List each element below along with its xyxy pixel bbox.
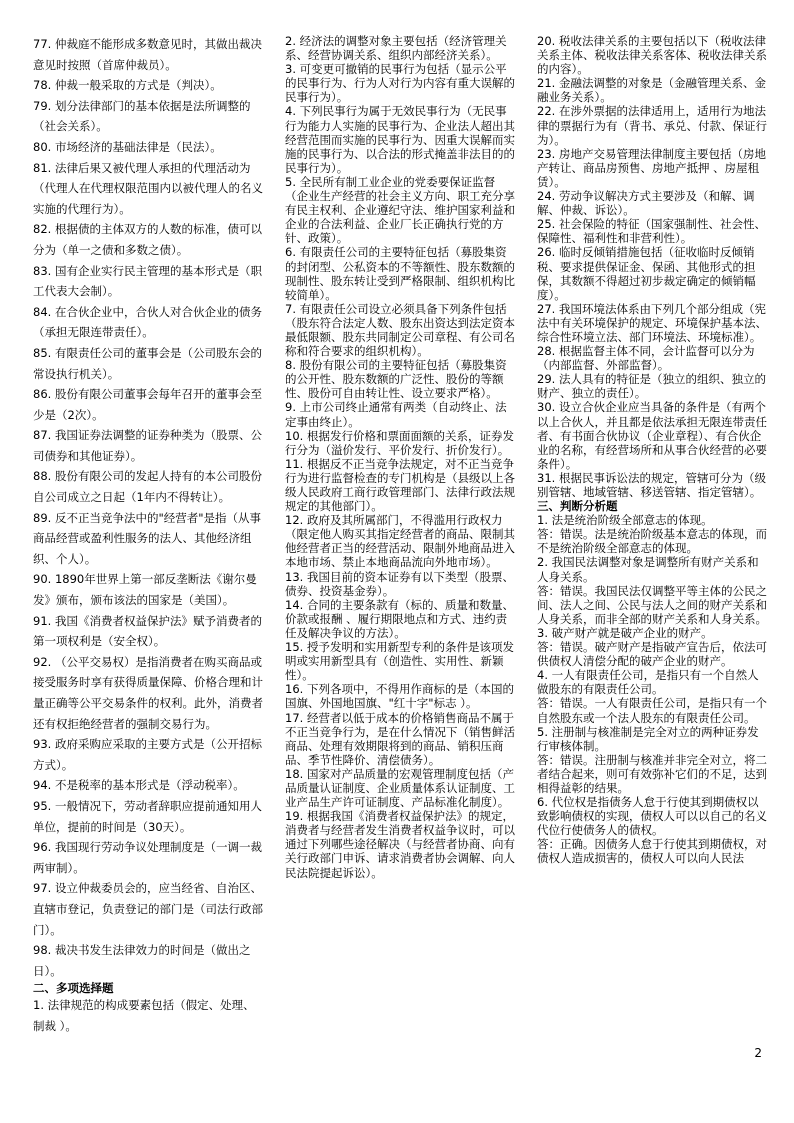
list-item: 答：错误。一人有限责任公司，是指只有一个自然股东或一个法人股东的有限责任公司。: [537, 696, 767, 725]
list-item: 92. （公平交易权）是指消费者在购买商品或接受服务时享有获得质量保障、价格合理和计量正确等公平交易条件的权利。此外，消费者还有权拒绝经营者的强制交易行为。: [33, 654, 263, 731]
list-item: 20. 税收法律关系的主要包括以下（税收法律关系主体、税收法律关系客体、税收法律关系的内容）。: [537, 34, 767, 77]
list-item: 91. 我国《消费者权益保护法》赋予消费者的第一项权利是（安全权）。: [33, 613, 262, 649]
list-item: 6. 代位权是指债务人怠于行使其到期债权以致影响债权的实现，债权人可以以自己的名义代位行使债务人的债权。: [537, 795, 767, 838]
list-item: 答：错误。破产财产是指破产宣告后，依法可供债权人清偿分配的破产企业的财产。: [537, 640, 767, 669]
list-item: 3. 可变更可撤销的民事行为包括（显示公平的民事行为、行为人对行为内容有重大误解的民事行为）。: [285, 62, 515, 105]
list-item: 28. 根据监督主体不同，会计监督可以分为（内部监督、外部监督）。: [537, 344, 755, 373]
list-item: 31. 根据民事诉讼法的规定，管辖可分为（级别管辖、地域管辖、移送管辖、指定管辖）。: [537, 470, 766, 499]
list-item: 5. 注册制与核准制是完全对立的两种证券发行审核体制。: [537, 724, 759, 753]
list-item: 4. 下列民事行为属于无效民事行为（无民事行为能力人实施的民事行为、企业法人超出其经营范围而实施的民事行为、因重大误解而实施的民事行为、以合法的形式掩盖非法目的的民事行为）。: [285, 104, 515, 175]
list-item: 83. 国有企业实行民主管理的基本形式是（职工代表大会制）。: [33, 263, 262, 299]
list-item: 10. 根据发行价格和票面面额的关系，证券发行分为（溢价发行、平价发行、折价发行）。: [285, 428, 514, 457]
list-item: 4. 一人有限责任公司，是指只有一个自然人做股东的有限责任公司。: [537, 668, 759, 697]
list-item: 82. 根据债的主体双方的人数的标准，债可以分为（单一之债和多数之债）。: [33, 222, 262, 257]
list-item: 88. 股份有限公司的发起人持有的本公司股份自公司成立之日起（1年内不得转让）。: [33, 469, 262, 505]
list-item: 17. 经营者以低于成本的价格销售商品不属于不正当竞争行为，是在什么情况下（销售鲜活商品、处理有效期限将到的商品、销积压商品、季节性降价、清偿债务）。: [285, 710, 515, 767]
list-item: 2. 经济法的调整对象主要包括（经济管理关系、经营协调关系、组织内部经济关系）。: [285, 34, 507, 63]
list-item: 86. 股份有限公司董事会每年召开的董事会至少是（2次）。: [33, 387, 262, 422]
list-item: 80. 市场经济的基础法律是（民法）。: [33, 139, 222, 154]
list-item: 1. 法是统治阶级全部意志的体现。: [537, 513, 713, 528]
list-item: 1. 法律规范的构成要素包括（假定、处理、制裁 ）。: [33, 998, 255, 1033]
list-item: 3. 破产财产就是破产企业的财产。: [537, 625, 713, 640]
list-item: 19. 根据我国《消费者权益保护法》的规定，消费者与经营者发生消费者权益争议时，可以通过下列哪些途径解决（与经营者协商、向有关行政部门申诉、请求消费者协会调解、向人民法院提起诉讼）。: [285, 809, 515, 880]
list-item: 答：错误。法是统治阶级基本意志的体现，而不是统治阶级全部意志的体现。: [537, 527, 767, 556]
list-item: 95. 一般情况下，劳动者辞职应提前通知用人单位，提前的时间是（30天）。: [33, 798, 262, 834]
list-item: 90. 1890年世界上第一部反垄断法《谢尔曼发》颁布，颁布该法的国家是（美国）。: [33, 572, 257, 608]
list-item: 27. 我国环境法体系由下列几个部分组成（宪法中有关环境保护的规定、环境保护基本法、综合性环境立法、部门环境法、环境标准）。: [537, 301, 767, 344]
list-item: 21. 金融法调整的对象是（金融管理关系、金融业务关系）。: [537, 76, 766, 105]
list-item: 14. 合同的主要条款有（标的、质量和数量、价款或报酬 、履行期限地点和方式、违约责任及解决争议的方法）。: [285, 597, 514, 640]
list-item: 16. 下列各项中，不得用作商标的是（本国的国旗、外国地国旗、"红十字"标志 ）。: [285, 682, 514, 711]
list-item: 97. 设立仲裁委员会的，应当经省、自治区、直辖市登记，负责登记的部门是（司法行政部门）。: [33, 881, 263, 937]
list-item: 93. 政府采购应采取的主要方式是（公开招标方式）。: [33, 737, 262, 772]
list-item: 78. 仲裁一般采取的方式是（判决）。: [33, 78, 222, 93]
list-item: 85. 有限责任公司的董事会是（公司股东会的常设执行机关）。: [33, 345, 262, 381]
list-item: 11. 根据反不正当竞争法规定，对不正当竞争行为进行监督检查的专门机构是（县级以上各级人民政府工商行政管理部门、法律行政法规规定的其他部门）。: [285, 456, 515, 514]
page-number: 2: [754, 1046, 762, 1060]
list-item: 25. 社会保险的特征（国家强制性、社会性、保障性、福利性和非营利性）。: [537, 217, 766, 246]
list-item: 8. 股份有限公司的主要特征包括（募股集资的公开性、股东数额的广泛性、股份的等额性、股份可自由转让性、设立要求严格）。: [285, 358, 507, 401]
list-item: 29. 法人具有的特征是（独立的组织、独立的财产、独立的责任）。: [537, 372, 766, 401]
list-item: 答：错误。我国民法仅调整平等主体的公民之间、法人之间、公民与法人之间的财产关系和人身关系，而非全部的财产关系和人身关系。: [537, 583, 767, 626]
column-left: [33, 34, 265, 1037]
list-item: 5. 全民所有制工业企业的党委要保证监督（企业生产经营的社会主义方向、职工充分享有民主权利、企业遵纪守法、维护国家利益和企业的合法利益、企业厂长正确执行党的方针、政策）。: [285, 174, 515, 246]
list-item: 答：正确。因债务人怠于行使其到期债权，对债权人造成损害的，债权人可以向人民法: [537, 837, 767, 866]
section-heading: 三、判断分析题: [537, 499, 618, 514]
list-item: 26. 临时反倾销措施包括（征收临时反倾销税、要求提供保证金、保函、其他形式的担保，其数额不得超过初步裁定确定的倾销幅度）。: [537, 245, 756, 302]
list-item: 15. 授予发明和实用新型专利的条件是该项发明或实用新型具有（创造性、实用性、新颖性）。: [285, 640, 514, 683]
list-item: 87. 我国证券法调整的证券种类为（股票、公司债券和其他证券）。: [33, 428, 262, 463]
list-item: 96. 我国现行劳动争议处理制度是（一调一裁两审制）。: [33, 840, 262, 875]
list-item: 77. 仲裁庭不能形成多数意见时，其做出裁决意见时按照（首席仲裁员）。: [33, 37, 262, 72]
list-item: 81. 法律后果又被代理人承担的代理活动为（代理人在代理权限范围内以被代理人的名义实施的代理行为）。: [33, 160, 263, 216]
section-heading: 二、多项选择题: [33, 981, 114, 996]
list-item: 9. 上市公司终止通常有两类（自动终止、法定事由终止）。: [285, 400, 507, 429]
list-item: 30. 设立合伙企业应当具备的条件是（有两个以上合伙人，并且都是依法承担无限连带责任者、有书面合伙协议（企业章程）、有合伙企业的名称，有经营场所和从事合伙经营的必要条件）。: [537, 400, 767, 471]
list-item: 13. 我国目前的资本证券有以下类型（股票、债券、投资基金券）。: [285, 569, 514, 598]
list-item: 12. 政府及其所属部门，不得滥用行政权力（限定他人购买其指定经营者的商品、限制其他经营者正当的经营活动、限制外地商品进入本地市场、禁止本地商品流向外地市场）。: [285, 513, 515, 570]
list-item: 24. 劳动争议解决方式主要涉及（和解、调解、仲裁、诉讼）。: [537, 189, 755, 218]
list-item: 98. 裁决书发生法律效力的时间是（做出之日）。: [33, 943, 251, 978]
list-item: 84. 在合伙企业中，合伙人对合伙企业的债务（承担无限连带责任）。: [33, 304, 262, 340]
list-item: 94. 不是税率的基本形式是（浮动税率）。: [33, 778, 245, 793]
list-item: 答：错误。注册制与核准并非完全对立，将二者结合起来，则可有效弥补它们的不足，达到相得益彰的结果。: [537, 752, 767, 795]
list-item: 6. 有限责任公司的主要特征包括（募股集资的封闭型、公私资本的不等额性、股东数额的现制性、股东转让受到严格限制、组织机构比较简单）。: [285, 245, 515, 302]
column-right: [537, 34, 769, 866]
list-item: 7. 有限责任公司设立必须具备下列条件包括（股东符合法定人数、股东出资达到法定资本最低限额、股东共同制定公司章程、有公司名称和符合要求的组织机构）。: [285, 301, 515, 359]
list-item: 22. 在涉外票据的法律适用上，适用行为地法律的票据行为有（背书、承兑、付款、保证行为）。: [537, 104, 767, 147]
list-item: 2. 我国民法调整对象是调整所有财产关系和人身关系。: [537, 555, 759, 584]
list-item: 23. 房地产交易管理法律制度主要包括（房地产转让、商品房预售、房地产抵押 、房屋租赁）。: [537, 146, 766, 189]
column-middle: [285, 34, 517, 880]
list-item: 18. 国家对产品质量的宏观管理制度包括（产品质量认证制度、企业质量体系认证制度、工业产品生产许可证制度、产品标准化制度）。: [285, 766, 515, 810]
list-item: 89. 反不正当竞争法中的"经营者"是指（从事商品经营或盈利性服务的法人、其他经济组织、个人）。: [33, 510, 262, 566]
list-item: 79. 划分法律部门的基本依据是法所调整的（社会关系）。: [33, 98, 251, 134]
